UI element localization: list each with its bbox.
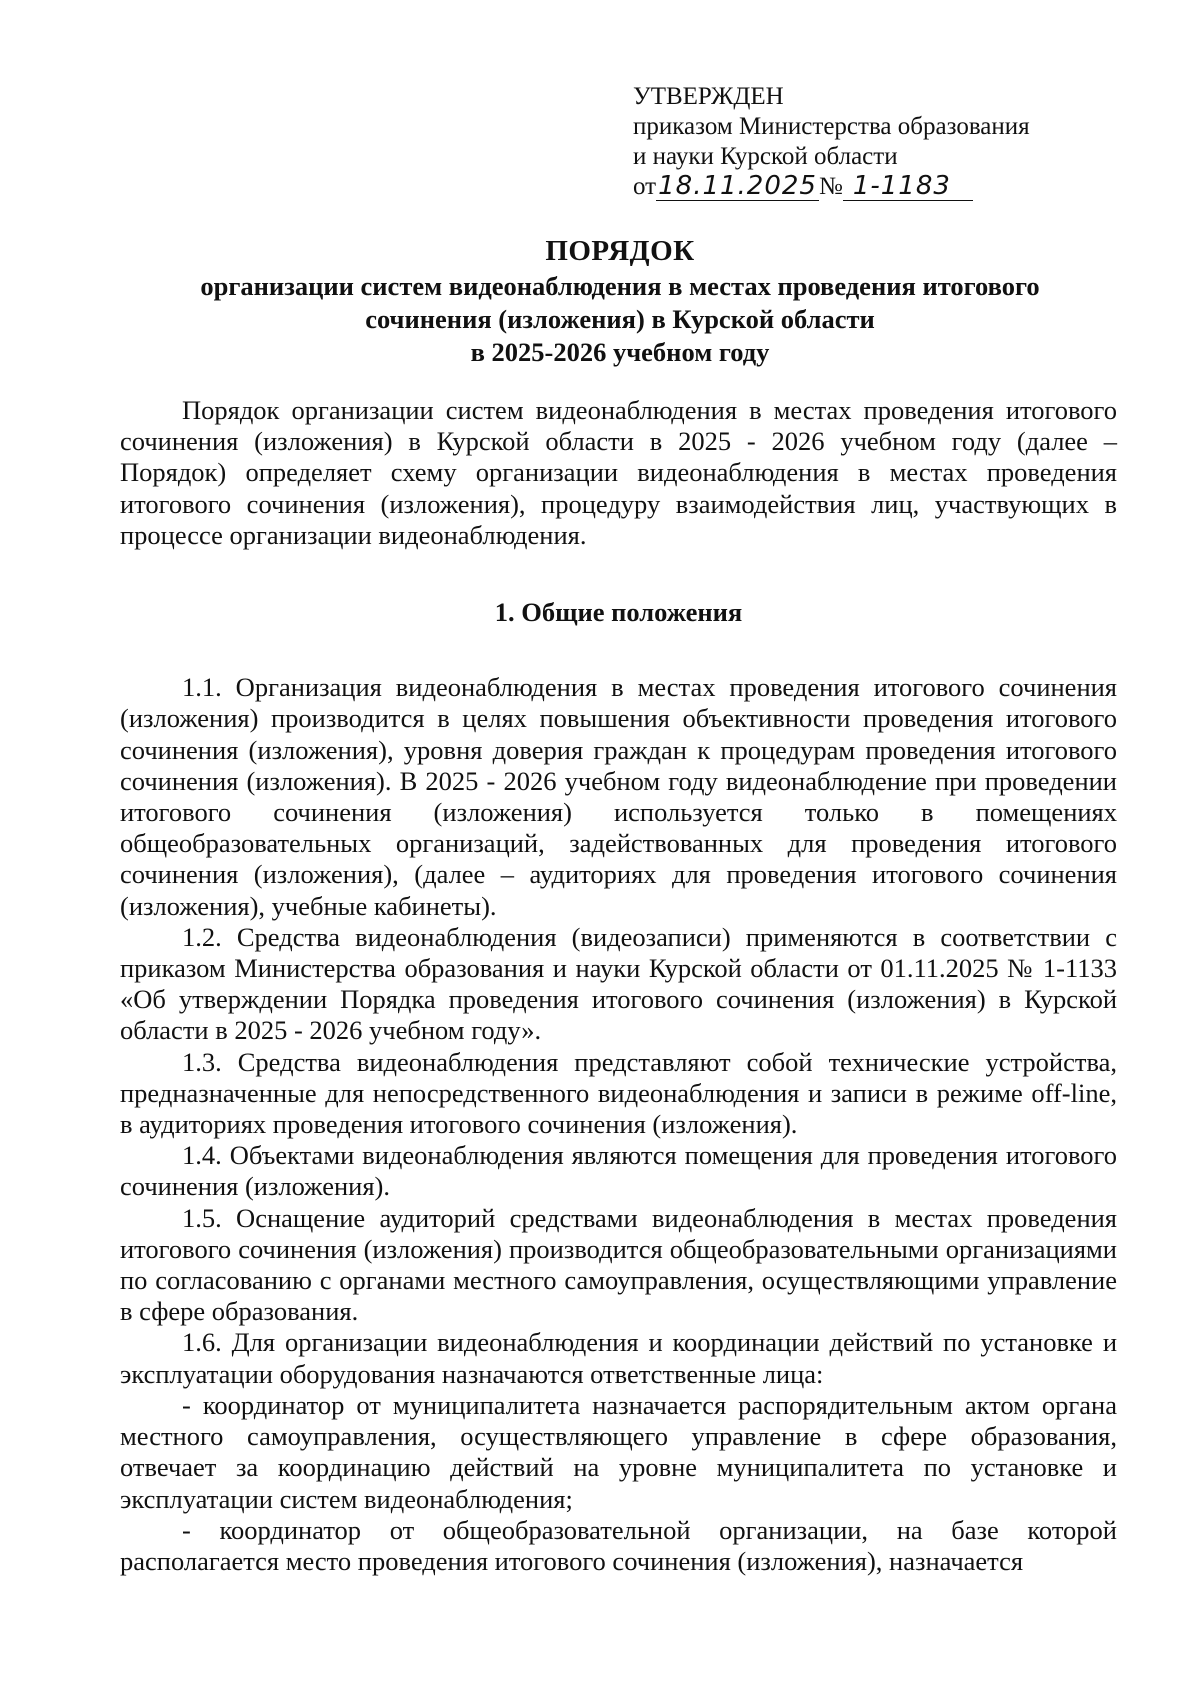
handwritten-number: 1-1183 <box>852 171 951 201</box>
intro-paragraph: Порядок организации систем видеонаблюдения в местах проведения итогового сочинения (изложения) в Курской области в 2025 - 2026 учебном году (далее – Порядок) определяет схему организации видеонаблюдения в местах проведения итогового сочинения (изложения), процедуру взаимодействия лиц, участвующих в процессе организации видеонаблюдения. <box>120 395 1117 550</box>
paragraph-1-3: 1.3. Средства видеонаблюдения представляют собой технические устройства, предназначенные для непосредственного видеонаблюдения и записи в режиме off-line, в аудиториях проведения итогового сочинения (изложения). <box>120 1046 1117 1140</box>
number-label: № <box>818 173 843 200</box>
bullet-municipal-coordinator: - координатор от муниципалитета назначается распорядительным актом органа местного самоуправления, осуществляющего управление в сфере образования, отвечает за координацию действий на уровне муниципалитета по установке и эксплуатации систем видеонаблюдения; <box>120 1389 1117 1514</box>
paragraph-1-1: 1.1. Организация видеонаблюдения в местах проведения итогового сочинения (изложения) производится в целях повышения объективности проведения итогового сочинения (изложения), уровня доверия граждан к процедурам проведения итогового сочинения (изложения). В 2025 - 2026 учебном году видеонаблюдение при проведении итогового сочинения (изложения) используется только в помещениях общеобразовательных организаций, задействованных для проведения итогового сочинения (изложения), (далее – аудиториях для проведения итогового сочинения (изложения), учебные кабинеты). <box>120 672 1117 921</box>
approval-order-line: приказом Министерства образования <box>633 113 1030 140</box>
paragraph-1-6: 1.6. Для организации видеонаблюдения и координации действий по установке и эксплуатации оборудования назначаются ответственные лица: <box>120 1327 1117 1389</box>
handwritten-date: 18.11.2025 <box>658 171 817 201</box>
approval-status: УТВЕРЖДЕН <box>633 83 784 110</box>
title-line-3: в 2025-2026 учебном году <box>470 337 770 367</box>
bullet-school-coordinator: - координатор от общеобразовательной организации, на базе которой располагается место проведения итогового сочинения (изложения), назначается <box>120 1514 1117 1576</box>
paragraph-1-4: 1.4. Объектами видеонаблюдения являются помещения для проведения итогового сочинения (изложения). <box>120 1140 1117 1202</box>
handwritten-number-field <box>843 173 973 201</box>
document-body <box>120 395 1117 1577</box>
approval-ministry-line: и науки Курской области <box>633 143 898 170</box>
paragraph-1-5: 1.5. Оснащение аудиторий средствами видеонаблюдения в местах проведения итогового сочинения (изложения) производится общеобразовательными организациями по согласованию с органами местного самоуправления, осуществляющими управление в сфере образования. <box>120 1202 1117 1327</box>
section-1-heading: 1. Общие положения <box>494 597 743 628</box>
title-main: ПОРЯДОК <box>545 235 695 267</box>
from-label: от <box>633 173 657 200</box>
paragraph-1-2: 1.2. Средства видеонаблюдения (видеозаписи) применяются в соответствии с приказом Министерства образования и науки Курской области от 01.11.2025 № 1-1133 «Об утверждении Порядка проведения итогового сочинения (изложения) в Курской области в 2025 - 2026 учебном году». <box>120 921 1117 1046</box>
approval-block <box>633 82 1053 204</box>
title-line-2: сочинения (изложения) в Курской области <box>365 304 875 334</box>
handwritten-date-field <box>656 173 819 201</box>
title-line-1: организации систем видеонаблюдения в местах проведения итогового <box>200 271 1040 301</box>
approval-date-number-line <box>633 172 1053 204</box>
document-title <box>120 232 1120 369</box>
